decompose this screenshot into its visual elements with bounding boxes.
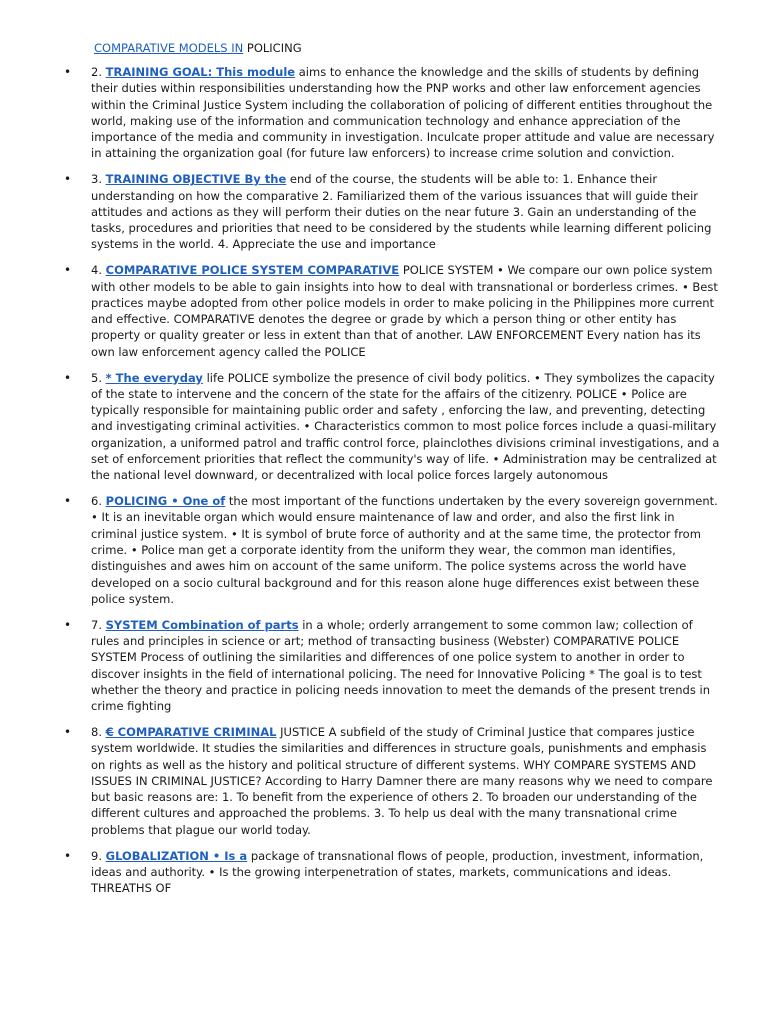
item-text: the most important of the functions undertaken by the every sovereign government. • It is an inevitable organ which would ensure maintenance of law and order, and also the first link in criminal justice system. • It is symbol of brute force of authority and at the same time, the protector from crime. • Police man get a corporate identity from the uniform they wear, the common man identifies, distinguishes and awes him on account of the same uniform. The police systems across the world have developed on a socio cultural background and for this reason alone huge differences exist between these police system. [91,494,718,606]
heading-link[interactable]: COMPARATIVE MODELS IN [94,41,244,55]
list-item [0,724,723,838]
list-item [0,171,723,252]
item-list [0,64,768,906]
list-item [0,64,723,162]
item-text: aims to enhance the knowledge and the skills of students by defining their duties within responsibilities understanding how the PNP works and other law enforcement agencies within the Criminal Justice System including the collaboration of policing of different entities throughout the world, making use of the information and communication technology and enhance appreciation of the importance of the media and community in investigation. Inculcate proper attitude and value are necessary in attaining the organization goal (for future law enforcers) to increase crime solution and conviction. [91,65,715,161]
item-link[interactable]: TRAINING OBJECTIVE By the [105,172,287,187]
item-number: 7. [91,617,102,632]
heading-text: POLICING [246,41,302,55]
list-item [0,262,723,360]
item-number: 5. [91,370,102,385]
item-text: POLICE SYSTEM • We compare our own police system with other models to be able to gain insights into how to deal with transnational or borderless crimes. • Best practices maybe adopted from other police models in order to make policing in the Philippines more current and effective. COMPARATIVE denotes the degree or grade by which a person thing or other entity has property or quality greater or less in extent than that of another. LAW ENFORCEMENT Every nation has its own law enforcement agency called the POLICE [91,263,718,359]
item-number: 9. [91,848,102,863]
item-text: package of transnational flows of people, production, investment, information, ideas and authority. • Is the growing interpenetration of states, markets, communications and ideas. THREATHS OF [91,848,704,896]
item-text: JUSTICE A subfield of the study of Criminal Justice that compares justice system worldwide. It studies the similarities and differences in structure goals, punishments and emphasis on rights as well as the history and political structure of different systems. WHY COMPARE SYSTEMS AND ISSUES IN CRIMINAL JUSTICE? According to Harry Damner there are many reasons why we need to compare but basic reasons are: 1. To benefit from the experience of others 2. To broaden our understanding of the different cultures and approached the problems. 3. To help us deal with the many transnational crime problems that plague our world today. [91,724,713,837]
item-number: 8. [91,724,102,739]
item-link[interactable] [106,725,277,739]
item-number: 6. [91,494,102,509]
item-link[interactable]: GLOBALIZATION • Is a [105,848,248,863]
list-item [0,617,723,715]
item-number: 3. [91,172,102,187]
item-number: 4. [91,263,102,278]
item-number: 2. [91,65,102,79]
item-link[interactable]: TRAINING GOAL: This module [105,65,296,79]
list-item [0,493,723,607]
item-text: end of the course, the students will be able to: 1. Enhance their understanding on how the comparative 2. Familiarized them of the various issuances that will guide their attitudes and actions as they will perform their duties on the near future 3. Gain an understanding of the tasks, procedures and priorities that need to be considered by the students while learning different policing systems in the world. 4. Appreciate the use and importance [91,172,712,252]
item-text: life POLICE symbolize the presence of civil body politics. • They symbolizes the capacity of the state to intervene and the concern of the state for the affairs of the citizenry. POLICE • Police are typically responsible for maintaining public order and safety , enforcing the law, and preventing, detecting and investigating criminal activities. • Characteristics common to most police forces include a quasi-military organization, a uniformed patrol and traffic control force, plainclothes divisions criminal investigations, and a set of enforcement priorities that reflect the community's way of life. • Administration may be centralized at the national level downward, or decentralized with local police forces largely autonomous [91,370,720,483]
item-link[interactable]: POLICING • One of [105,494,226,509]
item-link[interactable]: COMPARATIVE POLICE SYSTEM COMPARATIVE [105,263,400,278]
euro-glyph: € [105,724,114,739]
list-item [0,848,723,897]
page-title [94,40,302,56]
list-item [0,370,723,484]
item-link[interactable]: * The everyday [105,370,203,385]
item-link-label: COMPARATIVE CRIMINAL [117,724,277,739]
item-link[interactable]: SYSTEM Combination of parts [105,617,299,632]
item-text: in a whole; orderly arrangement to some common law; collection of rules and principles in science or art; method of transacting business (Webster) COMPARATIVE POLICE SYSTEM Process of outlining the similarities and differences of one police system to another in order to discover insights in the field of international policing. The need for Innovative Policing * The goal is to test whether the theory and practice in policing needs innovation to meet the demands of the present trends in crime fighting [91,617,710,714]
